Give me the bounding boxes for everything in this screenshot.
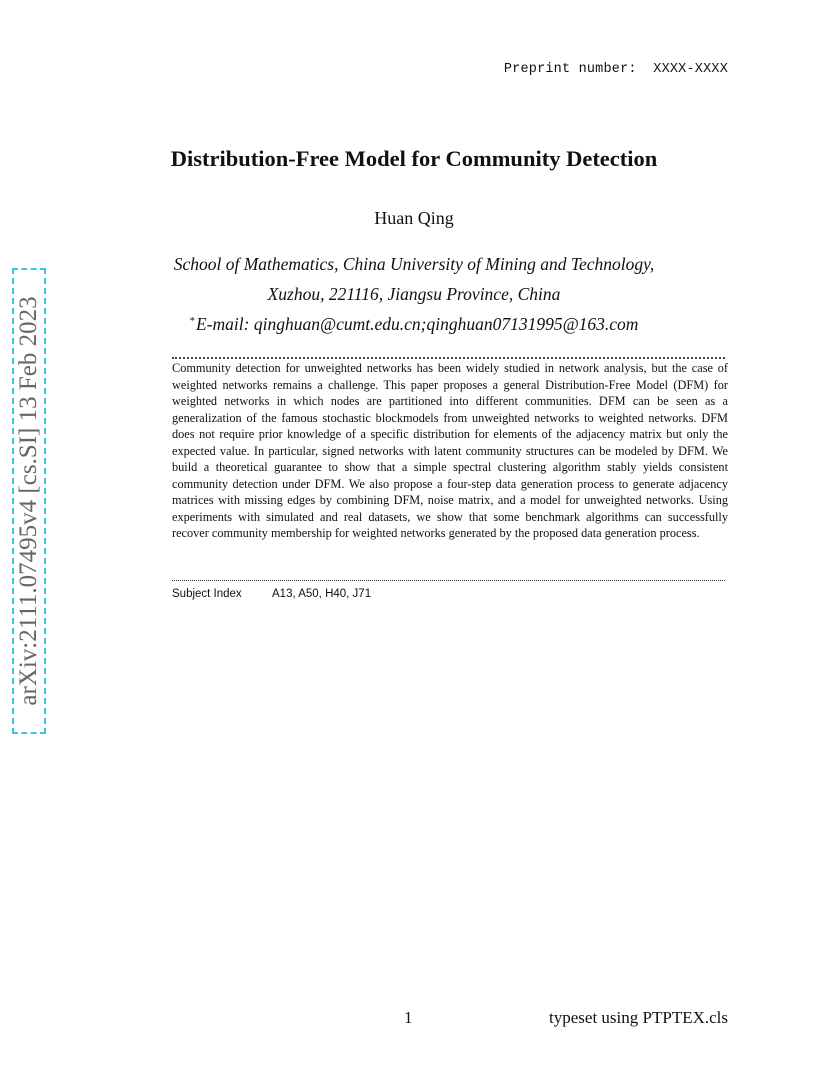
- arxiv-stamp[interactable]: [12, 268, 46, 734]
- subject-index-codes: A13, A50, H40, J71: [272, 588, 372, 600]
- subject-index: [172, 588, 371, 600]
- author-name: Huan Qing: [374, 208, 454, 228]
- abstract-text: Community detection for unweighted networks has been widely studied in network analysis, but the case of weighted networks remains a challenge. This paper proposes a general Distribution-Free Model (DFM) for weighted networks in which nodes are partitioned into different communities. DFM can be seen as a generalization of the famous stochastic blockmodels from unweighted networks to weighted networks. DFM does not require prior knowledge of a specific distribution for elements of the adjacency matrix but only the expected value. In particular, signed networks with latent community structures can be modeled by DFM. We build a theoretical guarantee to show that a simple spectral clustering algorithm stably yields consistent community detection under DFM. We also propose a four-step data generation process to generate adjacency matrices with missing edges by combining DFM, noise matrix, and a model for unweighted networks. Using experiments with simulated and real datasets, we show that some benchmark algorithms can successfully recover community membership for weighted networks generated by the proposed data generation process.: [172, 361, 728, 540]
- author-email: [0, 314, 828, 335]
- paper-title: Distribution-Free Model for Community Detection: [170, 146, 658, 171]
- arxiv-id: arXiv:2111.07495v4 [cs.SI] 13 Feb 2023: [15, 296, 42, 706]
- preprint-number: Preprint number: XXXX-XXXX: [503, 62, 728, 77]
- page-number: 1: [404, 1008, 413, 1027]
- abstract-bottom-rule: [172, 580, 725, 581]
- email-footnote-mark: *: [189, 315, 196, 327]
- affiliation-line-2: Xuzhou, 221116, Jiangsu Province, China: [267, 284, 561, 304]
- abstract-top-rule: [172, 357, 725, 359]
- affiliation-line-1: School of Mathematics, China University of Mining and Technology,: [173, 254, 655, 274]
- subject-index-label: Subject Index: [172, 588, 242, 600]
- typeset-note: typeset using PTPTEX.cls: [549, 1008, 728, 1027]
- email-text: E-mail: qinghuan@cumt.edu.cn;qinghuan07131995@163.com: [196, 314, 639, 334]
